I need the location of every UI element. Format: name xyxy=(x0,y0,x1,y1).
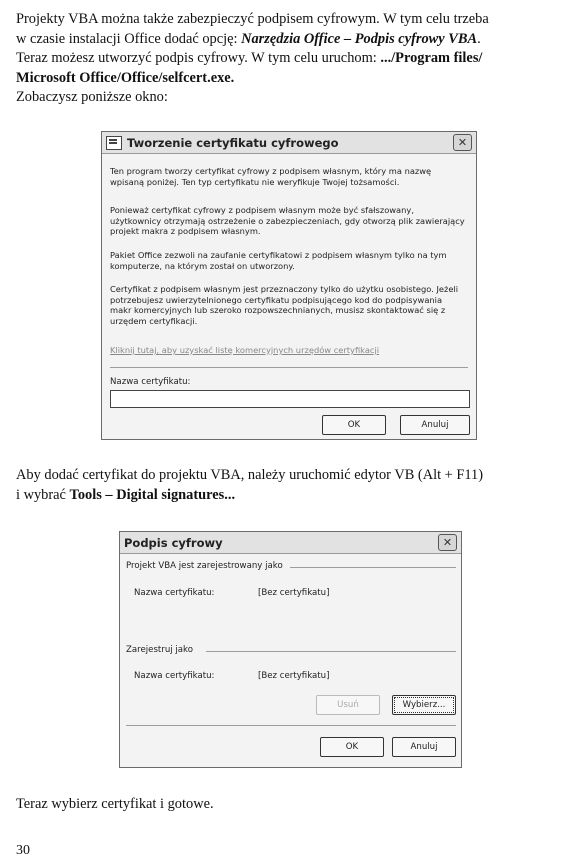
divider xyxy=(126,725,456,726)
intro-paragraph xyxy=(16,10,562,108)
dialog-paragraph-4: Certyfikat z podpisem własnym jest przeznaczony tylko do użytku osobistego. Jeżeli potrzebujesz uwierzytelnionego certyfikatu podpisującego kod do podpisywania makr komercyjnych lub szeroko rozpowszechnianych, musisz skontaktować się z urzędem certyfikacji. xyxy=(110,284,459,326)
window-icon xyxy=(106,136,122,150)
intro-line-3-prefix: Teraz możesz utworzyć podpis cyfrowy. W tym celu uruchom: xyxy=(16,50,381,66)
dialog-paragraph-1: Ten program tworzy certyfikat cyfrowy z podpisem własnym, który ma nazwę wpisaną poniżej. Ten typ certyfikatu nie weryfikuje Twojej tożsamości. xyxy=(110,166,432,187)
middle-line-1: Aby dodać certyfikat do projektu VBA, należy uruchomić edytor VB (Alt + F11) xyxy=(16,467,484,483)
sign-certificate-name-label: Nazwa certyfikatu: xyxy=(134,671,215,681)
dialog-title: Tworzenie certyfikatu cyfrowego xyxy=(127,135,339,150)
ok-button[interactable]: OK xyxy=(322,415,386,435)
registered-as-section-label: Projekt VBA jest zarejestrowany jako xyxy=(126,561,283,571)
ok-button[interactable]: OK xyxy=(320,737,384,757)
cancel-button[interactable]: Anuluj xyxy=(400,415,470,435)
close-icon[interactable]: ✕ xyxy=(453,134,472,151)
middle-line-2-prefix: i wybrać xyxy=(16,486,70,503)
intro-line-2-suffix: . xyxy=(477,30,481,47)
office-tools-option: Narzędzia Office – Podpis cyfrowy VBA xyxy=(241,30,478,47)
middle-paragraph xyxy=(16,466,562,505)
digital-signature-dialog xyxy=(119,531,462,768)
section-divider xyxy=(290,567,456,568)
page-number: 30 xyxy=(16,843,30,858)
create-certificate-dialog xyxy=(101,131,477,440)
outro-paragraph: Teraz wybierz certyfikat i gotowe. xyxy=(16,796,214,812)
choose-button[interactable]: Wybierz... xyxy=(392,695,456,715)
current-certificate-name-label: Nazwa certyfikatu: xyxy=(134,588,215,598)
certificate-authorities-link[interactable]: Kliknij tutaj, aby uzyskać listę komercyjnych urzędów certyfikacji xyxy=(110,345,380,355)
current-certificate-value: [Bez certyfikatu] xyxy=(258,588,330,598)
intro-line-2-prefix: w czasie instalacji Office dodać opcję: xyxy=(16,30,242,47)
dialog-paragraph-3: Pakiet Office zezwoli na zaufanie certyfikatowi z podpisem własnym tylko na tym komputerze, na którym został on utworzony. xyxy=(110,250,447,271)
selfcert-path-part2: Microsoft Office/Office/selfcert.exe. xyxy=(16,69,235,86)
close-icon[interactable]: ✕ xyxy=(438,534,457,551)
remove-button[interactable]: Usuń xyxy=(316,695,380,715)
section-divider xyxy=(206,651,456,652)
dialog-titlebar xyxy=(120,532,461,554)
sign-as-section-label: Zarejestruj jako xyxy=(126,645,193,655)
certificate-name-input[interactable] xyxy=(110,390,470,408)
sign-certificate-value: [Bez certyfikatu] xyxy=(258,671,330,681)
intro-line-5: Zobaczysz poniższe okno: xyxy=(16,89,168,105)
intro-line-1: Projekty VBA można także zabezpieczyć podpisem cyfrowym. W tym celu trzeba xyxy=(16,11,489,27)
dialog-title: Podpis cyfrowy xyxy=(124,535,223,550)
dialog-titlebar xyxy=(102,132,476,154)
digital-signatures-menu-path: Tools – Digital signatures... xyxy=(69,486,236,503)
selfcert-path-part1: .../Program files/ xyxy=(380,50,483,66)
dialog-paragraph-2: Ponieważ certyfikat cyfrowy z podpisem własnym może być sfałszowany, użytkownicy otrzymają ostrzeżenie o zabezpieczeniach, gdy otworzą plik zawierający projekt makra z podpisem własnym. xyxy=(110,205,465,237)
cancel-button[interactable]: Anuluj xyxy=(392,737,456,757)
certificate-name-label: Nazwa certyfikatu: xyxy=(110,377,191,387)
divider xyxy=(110,367,468,368)
